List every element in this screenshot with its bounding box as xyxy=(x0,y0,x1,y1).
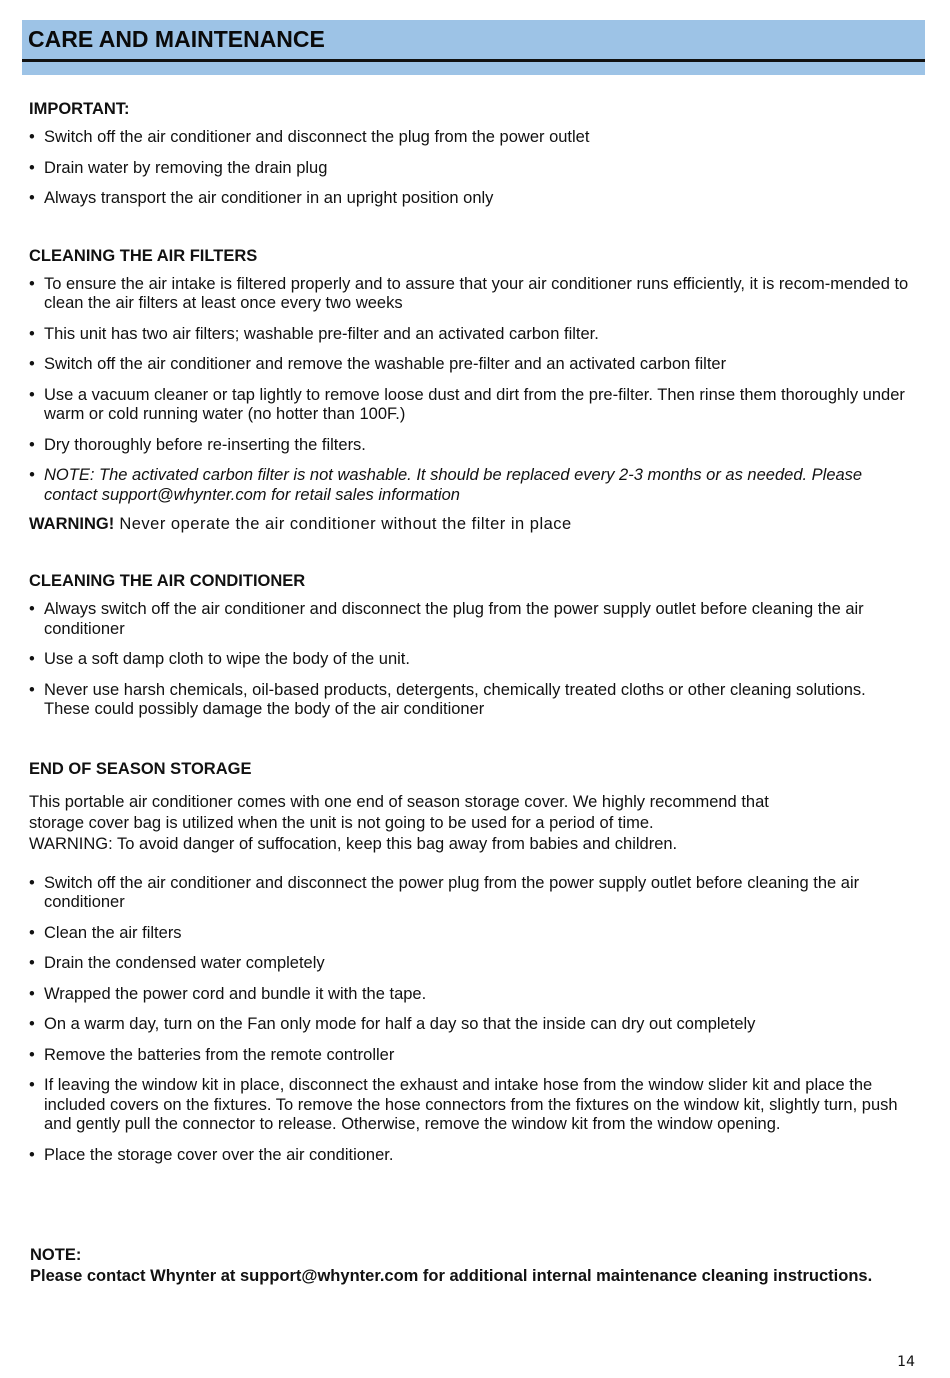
cleaning-section xyxy=(29,572,909,720)
storage-list xyxy=(29,874,909,1166)
note-text: Please contact Whynter at support@whynter.com for additional internal maintenance cleaning instructions. xyxy=(30,1267,873,1285)
list-item: • Drain water by removing the drain plug xyxy=(29,159,909,179)
storage-heading: END OF SEASON STORAGE xyxy=(29,759,252,778)
important-list xyxy=(29,128,909,209)
list-item: • Dry thoroughly before re-inserting the filters. xyxy=(29,436,909,456)
warning-label: WARNING! xyxy=(29,515,115,533)
list-item: • Always switch off the air conditioner and disconnect the plug from the power supply outlet before cleaning the air conditioner xyxy=(29,600,909,639)
list-item: • Always transport the air conditioner in an upright position only xyxy=(29,189,909,209)
list-item: • This unit has two air filters; washable pre-filter and an activated carbon filter. xyxy=(29,325,909,345)
list-item: • Use a vacuum cleaner or tap lightly to remove loose dust and dirt from the pre-filter. Then rinse them thoroughly under warm or cold running water (no hotter than 100F.) xyxy=(29,386,909,425)
list-item: • Drain the condensed water completely xyxy=(29,954,909,974)
section-header-bar xyxy=(22,20,925,60)
important-section xyxy=(29,100,909,209)
list-item: • Place the storage cover over the air conditioner. xyxy=(29,1146,909,1166)
cleaning-list xyxy=(29,600,909,720)
list-item: • Use a soft damp cloth to wipe the body of the unit. xyxy=(29,650,909,670)
list-item: • Switch off the air conditioner and remove the washable pre-filter and an activated carbon filter xyxy=(29,355,909,375)
filters-list xyxy=(29,275,909,506)
filters-heading: CLEANING THE AIR FILTERS xyxy=(29,246,258,265)
list-item: • Switch off the air conditioner and disconnect the plug from the power outlet xyxy=(29,128,909,148)
paragraph-line: storage cover bag is utilized when the unit is not going to be used for a period of time. xyxy=(29,813,654,832)
important-heading: IMPORTANT: xyxy=(29,100,130,118)
warning-text: Never operate the air conditioner without the filter in place xyxy=(114,515,572,533)
note-heading: NOTE: xyxy=(30,1246,82,1264)
contact-note xyxy=(30,1245,872,1287)
cleaning-heading: CLEANING THE AIR CONDITIONER xyxy=(29,572,306,590)
page-number: 14 xyxy=(897,1354,915,1370)
list-item: • Clean the air filters xyxy=(29,924,909,944)
list-item: • Switch off the air conditioner and disconnect the power plug from the power supply outlet before cleaning the air conditioner xyxy=(29,874,909,913)
list-item: • Remove the batteries from the remote controller xyxy=(29,1046,909,1066)
page-title: CARE AND MAINTENANCE xyxy=(28,26,325,52)
filter-warning xyxy=(29,514,909,534)
list-item: • Wrapped the power cord and bundle it with the tape. xyxy=(29,985,909,1005)
list-item: • On a warm day, turn on the Fan only mode for half a day so that the inside can dry out completely xyxy=(29,1015,909,1035)
paragraph-line: WARNING: To avoid danger of suffocation, keep this bag away from babies and children. xyxy=(29,834,678,853)
document-body xyxy=(29,100,909,1176)
header-band xyxy=(22,62,925,75)
paragraph-line: This portable air conditioner comes with one end of season storage cover. We highly recommend that xyxy=(29,792,769,811)
list-item: • To ensure the air intake is filtered properly and to assure that your air conditioner runs efficiently, it is recom-mended to clean the air filters at least once every two weeks xyxy=(29,275,909,314)
storage-paragraph xyxy=(29,792,909,855)
list-item: • Never use harsh chemicals, oil-based products, detergents, chemically treated cloths or other cleaning solutions. These could possibly damage the body of the air conditioner xyxy=(29,681,909,720)
storage-section xyxy=(29,760,909,1166)
filters-section xyxy=(29,247,909,535)
list-item: • If leaving the window kit in place, disconnect the exhaust and intake hose from the window slider kit and place the included covers on the fixtures. To remove the hose connectors from the fixtures on the window kit, slightly turn, push and gently pull the connector to release. Otherwise, remove the window kit from the window opening. xyxy=(29,1076,909,1135)
list-item-note: • NOTE: The activated carbon filter is not washable. It should be replaced every 2-3 months or as needed. Please contact support@whynter.com for retail sales information xyxy=(29,466,909,505)
